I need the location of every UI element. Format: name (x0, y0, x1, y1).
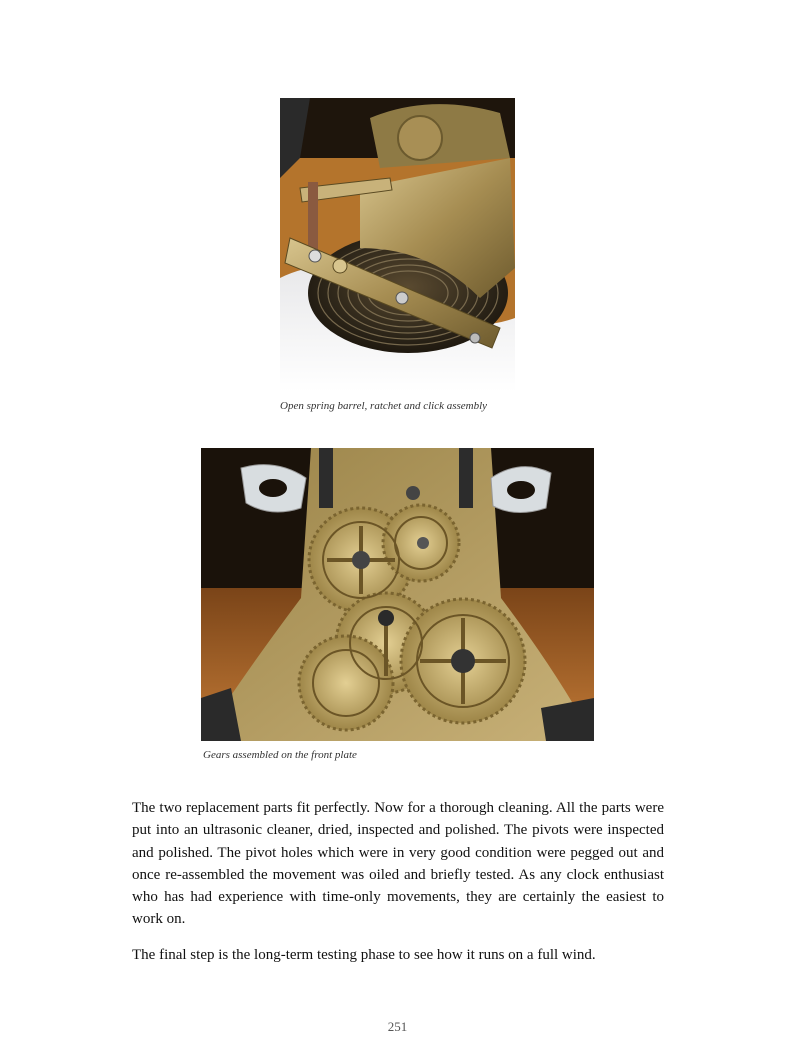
body-paragraph: The two replacement parts fit perfectly. Now for a thorough cleaning. All the parts were put into an ultrasonic cleaner, dried, inspected and polished. The pivots were inspected and polished. The pivot holes which were in very good condition were pegged out and once re-assembled the movement was oiled and briefly tested. As any clock enthusiast who has had experience with time-only movements, they are certainly the easiest to work on. (132, 800, 664, 928)
spring-barrel-photo (280, 98, 515, 392)
figure-caption: Open spring barrel, ratchet and click assembly (280, 400, 488, 412)
gears-illustration (201, 448, 594, 741)
page-number: 251 (387, 1019, 408, 1034)
gears-front-plate-photo (201, 448, 594, 741)
body-paragraph: The final step is the long-term testing phase to see how it runs on a full wind. (132, 947, 596, 963)
figure-caption: Gears assembled on the front plate (203, 749, 357, 761)
spring-barrel-illustration (280, 98, 515, 392)
